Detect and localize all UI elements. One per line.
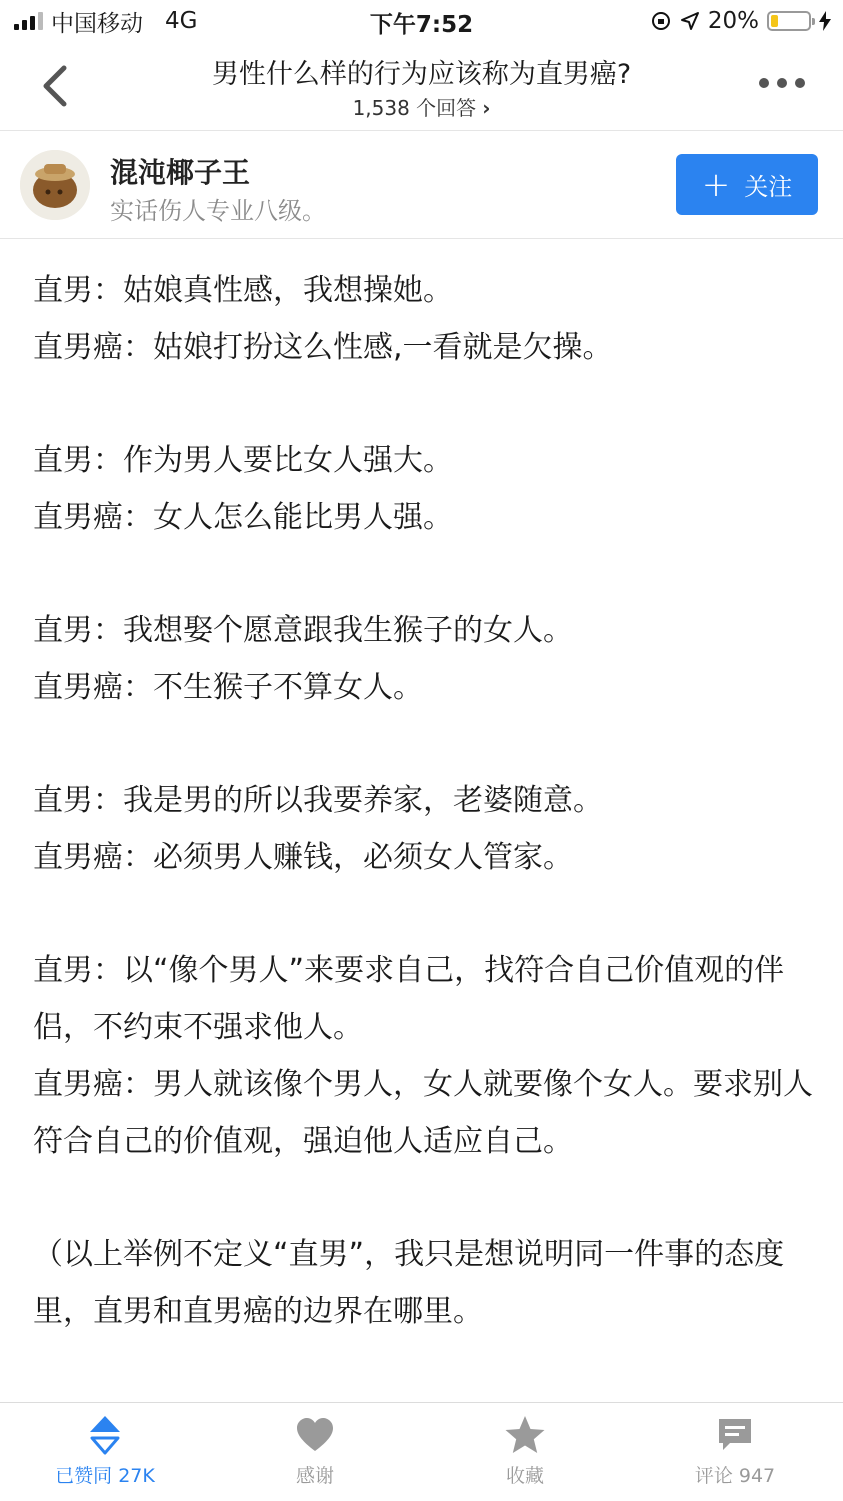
answer-paragraph: 直男癌：必须男人赚钱，必须女人管家。 [33,840,573,875]
answer-paragraph: 直男：作为男人要比女人强大。 [33,443,453,478]
comment-label: 评论 947 [694,1465,776,1487]
chevron-right-icon: › [482,96,491,120]
battery-fill [771,15,778,27]
battery-percent: 20% [707,8,759,34]
location-icon [680,11,700,31]
comment-icon [716,1416,754,1454]
answer-count-link[interactable] [0,92,843,121]
network-label: 4G [165,8,198,34]
upvote-label: 已赞同 27K [55,1465,155,1487]
follow-button[interactable] [676,154,818,215]
plus-icon: + [701,164,731,205]
paragraph-gap [33,546,823,602]
answer-paragraph: 直男癌：男人就该像个男人，女人就要像个女人。要求别人符合自己的价值观，强迫他人适应自己。 [33,1067,813,1159]
orientation-lock-icon [650,10,672,32]
answer-paragraph: 直男：我想娶个愿意跟我生猴子的女人。 [33,613,573,648]
avatar[interactable] [20,150,90,220]
collect-label: 收藏 [505,1465,544,1487]
follow-label: 关注 [744,173,793,201]
carrier-label: 中国移动 [51,10,143,37]
thanks-label: 感谢 [295,1465,334,1487]
author-row [0,131,843,239]
battery-icon [767,11,811,31]
paragraph-gap [33,1170,823,1226]
answer-paragraph: 直男：姑娘真性感，我想操她。 [33,273,453,308]
upvote-icon [88,1414,122,1456]
more-button[interactable] [759,78,805,88]
status-bar [0,0,843,44]
answer-paragraph: 直男癌：女人怎么能比男人强。 [33,500,453,535]
answer-content [33,262,823,1340]
comment-button[interactable] [630,1413,840,1488]
paragraph-gap [33,716,823,772]
thanks-button[interactable] [210,1413,420,1488]
answer-paragraph: （以上举例不定义“直男”，我只是想说明同一件事的态度里，直男和直男癌的边界在哪里。 [33,1237,785,1329]
more-dot-icon [759,78,769,88]
collect-button[interactable] [420,1413,630,1488]
charging-icon [819,11,831,31]
answer-paragraph: 直男：我是男的所以我要养家，老婆随意。 [33,783,603,818]
heart-icon [295,1417,335,1453]
paragraph-gap [33,376,823,432]
answer-paragraph: 直男：以“像个男人”来要求自己，找符合自己价值观的伴侣，不约束不强求他人。 [33,953,785,1045]
answer-count: 1,538 个回答 [352,96,477,120]
status-time: 下午7:52 [369,12,474,38]
more-dot-icon [795,78,805,88]
action-bar [0,1402,843,1501]
question-title[interactable]: 男性什么样的行为应该称为直男癌? [211,59,632,90]
paragraph-gap [33,886,823,942]
answer-paragraph: 直男癌：姑娘打扮这么性感,一看就是欠操。 [33,330,613,365]
more-dot-icon [777,78,787,88]
avatar-image [20,150,90,220]
navigation-bar [0,44,843,131]
answer-paragraph: 直男癌：不生猴子不算女人。 [33,670,423,705]
star-icon [504,1415,546,1455]
author-name[interactable]: 混沌椰子王 [110,156,251,189]
upvote-button[interactable] [0,1413,210,1488]
author-bio: 实话伤人专业八级。 [110,197,326,225]
